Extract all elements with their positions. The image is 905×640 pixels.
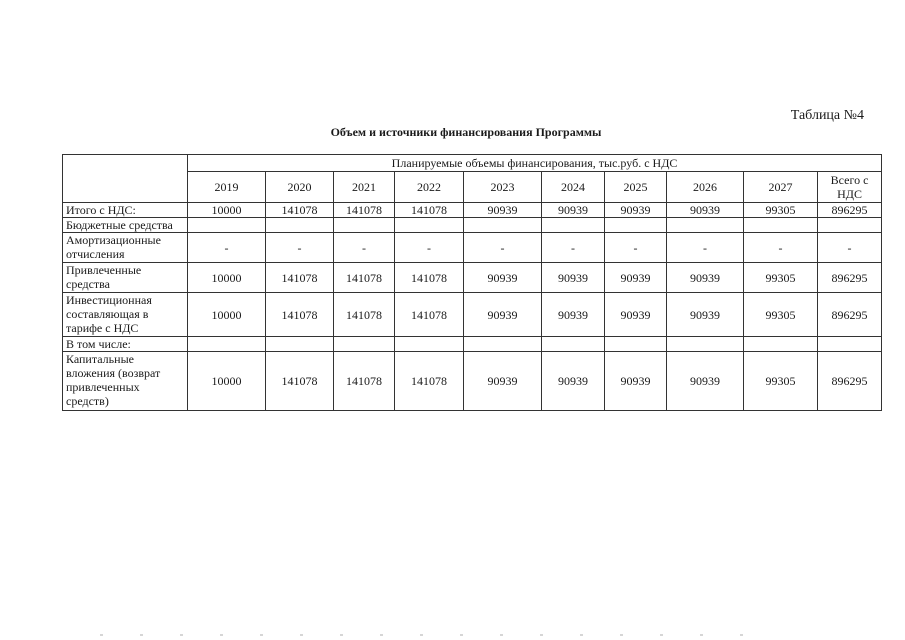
table-cell xyxy=(464,337,542,352)
row-label: В том числе: xyxy=(63,337,188,352)
table-cell: 896295 xyxy=(818,263,882,293)
table-cell xyxy=(744,337,818,352)
table-cell xyxy=(464,218,542,233)
table-cell xyxy=(667,337,744,352)
table-cell xyxy=(818,337,882,352)
row-label: Инвестиционная составляющая в тарифе с НДС xyxy=(63,293,188,337)
table-cell: 90939 xyxy=(605,293,667,337)
financing-table xyxy=(62,154,882,411)
table-cell: 90939 xyxy=(667,352,744,411)
table-cell xyxy=(188,218,266,233)
table-cell: 90939 xyxy=(542,352,605,411)
table-cell: 141078 xyxy=(395,203,464,218)
table-cell: 90939 xyxy=(464,203,542,218)
table-cell xyxy=(744,218,818,233)
column-header: 2021 xyxy=(334,172,395,203)
table-row xyxy=(63,352,882,411)
table-row xyxy=(63,293,882,337)
table-cell: 90939 xyxy=(667,293,744,337)
table-cell: - xyxy=(667,233,744,263)
table-cell xyxy=(395,218,464,233)
table-number: Таблица №4 xyxy=(790,108,864,123)
table-cell xyxy=(605,337,667,352)
table-row xyxy=(63,337,882,352)
table-cell: - xyxy=(266,233,334,263)
table-cell: 90939 xyxy=(542,263,605,293)
table-cell: - xyxy=(334,233,395,263)
table-cell: - xyxy=(395,233,464,263)
group-header: Планируемые объемы финансирования, тыс.руб. с НДС xyxy=(188,155,882,172)
table-cell xyxy=(542,218,605,233)
document-title: Объем и источники финансирования Программы xyxy=(330,125,602,139)
table-cell: - xyxy=(744,233,818,263)
table-cell: 141078 xyxy=(334,263,395,293)
table-cell xyxy=(188,337,266,352)
table-cell: 141078 xyxy=(334,293,395,337)
column-header: 2022 xyxy=(395,172,464,203)
table-cell: - xyxy=(188,233,266,263)
table-cell: 90939 xyxy=(605,263,667,293)
table-cell: - xyxy=(542,233,605,263)
row-label: Амортизационные отчисления xyxy=(63,233,188,263)
table-cell: 141078 xyxy=(266,203,334,218)
row-label: Бюджетные средства xyxy=(63,218,188,233)
table-cell xyxy=(334,218,395,233)
table-cell: 141078 xyxy=(266,352,334,411)
table-cell xyxy=(818,218,882,233)
header-row-group xyxy=(63,155,882,172)
table-cell: 90939 xyxy=(542,293,605,337)
table-cell: 141078 xyxy=(395,352,464,411)
table-row xyxy=(63,203,882,218)
row-label: Итого с НДС: xyxy=(63,203,188,218)
table-cell: - xyxy=(605,233,667,263)
table-cell: 90939 xyxy=(667,263,744,293)
table-cell: - xyxy=(464,233,542,263)
table-cell: 90939 xyxy=(605,203,667,218)
table-cell: 10000 xyxy=(188,352,266,411)
table-cell: 99305 xyxy=(744,203,818,218)
table-cell: 99305 xyxy=(744,263,818,293)
table-body xyxy=(63,155,882,411)
table-cell xyxy=(667,218,744,233)
column-header: 2027 xyxy=(744,172,818,203)
column-header: 2019 xyxy=(188,172,266,203)
table-cell: - xyxy=(818,233,882,263)
column-header: 2024 xyxy=(542,172,605,203)
table-cell: 141078 xyxy=(266,293,334,337)
header-corner-cell xyxy=(63,155,188,203)
table-cell: 141078 xyxy=(266,263,334,293)
row-label: Капитальные вложения (возврат привлеченных средств) xyxy=(63,352,188,411)
table-cell: 90939 xyxy=(464,352,542,411)
column-header: Всего с НДС xyxy=(818,172,882,203)
table-cell xyxy=(605,218,667,233)
table-cell: 896295 xyxy=(818,203,882,218)
table-cell: 90939 xyxy=(667,203,744,218)
table-cell: 141078 xyxy=(395,263,464,293)
table-cell xyxy=(334,337,395,352)
column-header: 2025 xyxy=(605,172,667,203)
table-cell xyxy=(395,337,464,352)
table-cell: 90939 xyxy=(605,352,667,411)
scan-artifact-line xyxy=(100,634,780,636)
column-header: 2020 xyxy=(266,172,334,203)
table-cell: 90939 xyxy=(464,293,542,337)
table-cell: 99305 xyxy=(744,293,818,337)
table-cell: 99305 xyxy=(744,352,818,411)
table-cell: 141078 xyxy=(395,293,464,337)
table-cell: 896295 xyxy=(818,352,882,411)
table-cell: 10000 xyxy=(188,203,266,218)
column-header: 2026 xyxy=(667,172,744,203)
table-cell: 10000 xyxy=(188,293,266,337)
table-cell: 141078 xyxy=(334,203,395,218)
row-label: Привлеченные средства xyxy=(63,263,188,293)
table-cell xyxy=(266,218,334,233)
table-cell: 896295 xyxy=(818,293,882,337)
table-cell xyxy=(542,337,605,352)
table-row xyxy=(63,263,882,293)
table-row xyxy=(63,218,882,233)
table-row xyxy=(63,233,882,263)
table-cell: 90939 xyxy=(542,203,605,218)
table-cell: 10000 xyxy=(188,263,266,293)
column-header: 2023 xyxy=(464,172,542,203)
table-cell xyxy=(266,337,334,352)
table-cell: 141078 xyxy=(334,352,395,411)
table-cell: 90939 xyxy=(464,263,542,293)
